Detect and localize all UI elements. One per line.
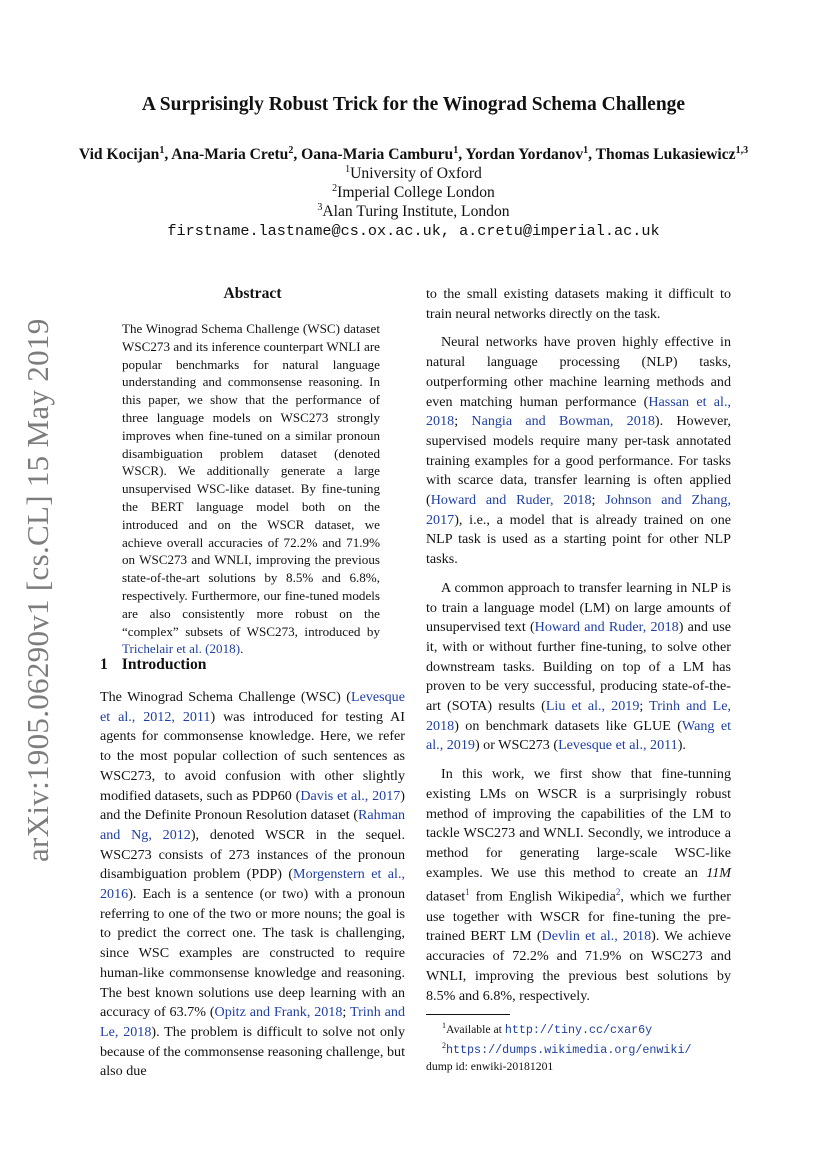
author-affiliation-mark: 1 xyxy=(583,145,589,156)
citation-link[interactable]: Howard and Ruder, 2018 xyxy=(430,492,592,509)
affiliation xyxy=(0,202,827,221)
arxiv-stamp: arXiv:1905.06290v1 [cs.CL] 15 May 2019 xyxy=(20,318,55,862)
abstract-text: The Winograd Schema Challenge (WSC) dataset WSC273 and its inference counterpart WNLI are popular benchmarks for natural language understanding and commonsense reasoning. In this paper, we show that the performance of three language models on WSC273 strongly improves when fine-tuned on a similar pronoun disambiguation problem dataset (denoted WSCR). We additionally generate a large unsupervised WSC-like dataset. By fine-tuning the BERT language model both on the introduced and on the WSCR dataset, we achieve overall accuracies of 72.2% and 71.9% on WSC273 and WNLI, improving the previous state-of-the-art solutions by 8.5% and 6.8%, respectively. Furthermore, our fine-tuned models are also consistently more robust on the “complex” subsets of WSC273, introduced by xyxy=(122,321,380,639)
body-text: ; xyxy=(454,413,472,430)
body-text: A common approach to transfer learning in NLP is to train a language model (LM) on large amounts of unsupervised text ( xyxy=(426,579,731,636)
citation-link[interactable]: Levesque et al., 2011 xyxy=(558,737,678,754)
author-affiliation-mark: 2 xyxy=(288,145,294,156)
citation-link[interactable]: Devlin et al., 2018 xyxy=(541,928,652,945)
section-heading xyxy=(100,656,220,674)
abstract-heading: Abstract xyxy=(223,285,282,302)
footnote-continuation: dump id: enwiki-20181201 xyxy=(426,1059,554,1073)
body-text: ) on benchmark datasets like GLUE ( xyxy=(454,717,682,734)
body-text: ; xyxy=(342,1004,350,1021)
body-text: , which we further use together with WSCR for fine-tuning the pre-trained BERT LM ( xyxy=(426,889,731,945)
affiliation-mark: 2 xyxy=(332,183,338,194)
citation-link[interactable]: Hassan et al., 2018 xyxy=(426,393,731,430)
body-text: ) was introduced for testing AI agents for commonsense knowledge. Here, we refer to the most popular collection of such sentences as WSC273, to avoid confusion with other slightly modified datasets, such as PDP60 ( xyxy=(100,708,405,804)
body-text: ), i.e., a model that is already trained on one NLP task is used as a starting point for other NLP tasks. xyxy=(426,511,731,568)
body-text: ). Each is a sentence (or two) with a pronoun referring to one of the two or more nouns; the goal is to predict the correct one. The task is challenging, since WSC examples are constructed to require human-like commonsense knowledge and reasoning. The best known solutions use deep learning with an accuracy of 63.7% ( xyxy=(100,886,405,1021)
citation-link[interactable]: Levesque et al., 2012, 2011 xyxy=(100,689,405,725)
body-text: ). However, supervised models require many per-task annotated training examples for a good performance. For tasks with scarce data, transfer learning is often applied ( xyxy=(426,413,731,509)
body-text: ; xyxy=(591,492,606,509)
author-name: Ana-Maria Cretu xyxy=(171,146,289,164)
math-term: 11M xyxy=(706,864,731,881)
body-text: ) and use it, with or without further fine-tuning, to solve other downstream tasks. Building on top of a LM has proven to be very successful, producing state-of-the-art (SOTA) results ( xyxy=(426,619,731,715)
author-affiliation-mark: 1,3 xyxy=(735,145,749,156)
body-text: dataset xyxy=(426,889,466,906)
author-name: Yordan Yordanov xyxy=(465,146,584,164)
body-text: Neural networks have proven highly effective in natural language processing (NLP) tasks, outperforming other machine learning methods and even matching human performance ( xyxy=(426,334,731,410)
body-text: from English Wikipedia xyxy=(469,889,616,906)
citation-link[interactable]: Rahman and Ng, 2012 xyxy=(100,807,405,843)
citation-link[interactable]: Davis et al., 2017 xyxy=(300,787,401,804)
affiliation xyxy=(0,164,827,183)
affiliation xyxy=(0,183,827,202)
author-list: Vid Kocijan$^1$, Ana-Maria Cretu$^2$, Oana-Maria Camburu$^1$, Yordan Yordanov$^1$, Thomas Lukasiewicz$^{1,3}$ xyxy=(78,145,749,164)
paragraph: to the small existing datasets making it difficult to train neural networks directly on the task. xyxy=(426,286,731,322)
body-text: ). xyxy=(677,737,686,754)
citation-link[interactable]: Trinh and Le, 2018 xyxy=(100,1004,405,1040)
citation-link[interactable]: Morgenstern et al., 2016 xyxy=(100,866,405,903)
citation-link[interactable]: Wang et al., 2019 xyxy=(426,717,732,754)
affiliation-mark: 3 xyxy=(317,202,323,213)
affiliation-mark: 1 xyxy=(345,164,351,175)
author-affiliation-mark: 1 xyxy=(159,145,165,156)
footnote-marker[interactable]: 2 xyxy=(615,887,621,898)
citation-link[interactable]: Howard and Ruder, 2018 xyxy=(534,619,679,636)
paragraph xyxy=(426,765,731,1006)
section-title: Introduction xyxy=(121,656,207,673)
affiliation-name: Imperial College London xyxy=(337,184,495,202)
body-text: ). The problem is difficult to solve not only because of the commonsense reasoning challenge, but also due xyxy=(100,1023,405,1080)
body-text: ) and the Definite Pronoun Resolution dataset ( xyxy=(100,787,405,824)
paragraph xyxy=(426,333,731,569)
body-text: ) or WSC273 ( xyxy=(474,737,559,754)
body-text: ; xyxy=(639,698,650,715)
citation-link[interactable]: Trinh and Le, 2018 xyxy=(426,698,731,734)
right-column xyxy=(426,285,731,1006)
footnote-divider xyxy=(426,1014,510,1015)
author-name: Vid Kocijan xyxy=(78,146,160,164)
paper-title: A Surprisingly Robust Trick for the Winograd Schema Challenge xyxy=(141,94,686,115)
paragraph xyxy=(426,579,731,756)
body-text: The Winograd Schema Challenge (WSC) ( xyxy=(100,689,351,705)
footnote-marker[interactable]: 1 xyxy=(465,887,470,898)
footnotes xyxy=(426,1018,731,1075)
body-text: In this work, we first show that fine-tunning existing LMs on WSCR is a surprisingly robust method of improving the capabilities of the LM to tackle WSC273 and WNLI. Secondly, we introduce a method for generating large-scale WSC-like examples. We use this method to create an xyxy=(426,766,731,881)
footnote-mark: 2 xyxy=(442,1041,446,1051)
abstract-text: . xyxy=(240,641,244,657)
author-name: Thomas Lukasiewicz xyxy=(595,146,736,164)
footnote-url-link[interactable]: http://tiny.cc/cxar6y xyxy=(504,1022,653,1037)
body-text: ), denoted WSCR in the sequel. WSC273 consists of 273 instances of the pronoun disambiguation problem (PDP) ( xyxy=(100,826,405,883)
citation-link[interactable]: Opitz and Frank, 2018 xyxy=(214,1004,343,1021)
citation-link[interactable]: Nangia and Bowman, 2018 xyxy=(471,413,655,430)
footnote xyxy=(426,1018,731,1038)
footnote xyxy=(426,1038,731,1058)
author-affiliation-mark: 1 xyxy=(453,145,459,156)
section-number: 1 xyxy=(100,656,108,673)
footnote-text: Available at xyxy=(446,1022,505,1036)
citation-link[interactable]: Trichelair et al. (2018) xyxy=(122,641,241,657)
citation-link[interactable]: Liu et al., 2019 xyxy=(545,698,640,715)
affiliation-name: University of Oxford xyxy=(350,165,482,183)
author-emails: firstname.lastname@cs.ox.ac.uk, a.cretu@imperial.ac.uk xyxy=(167,222,660,240)
intro-paragraph xyxy=(100,688,405,1082)
body-text: ). We achieve accuracies of 72.2% and 71.9% on WSC273 and WNLI, improving the previous best solutions by 8.5% and 6.8%, respectively. xyxy=(426,928,731,1004)
author-name: Oana-Maria Camburu xyxy=(301,146,454,164)
footnote-url-link[interactable]: https://dumps.wikimedia.org/enwiki/ xyxy=(446,1043,692,1058)
citation-link[interactable]: Johnson and Zhang, 2017 xyxy=(426,492,731,528)
footnote-mark: 1 xyxy=(442,1021,446,1030)
abstract-body xyxy=(122,320,380,658)
affiliation-name: Alan Turing Institute, London xyxy=(322,203,510,221)
